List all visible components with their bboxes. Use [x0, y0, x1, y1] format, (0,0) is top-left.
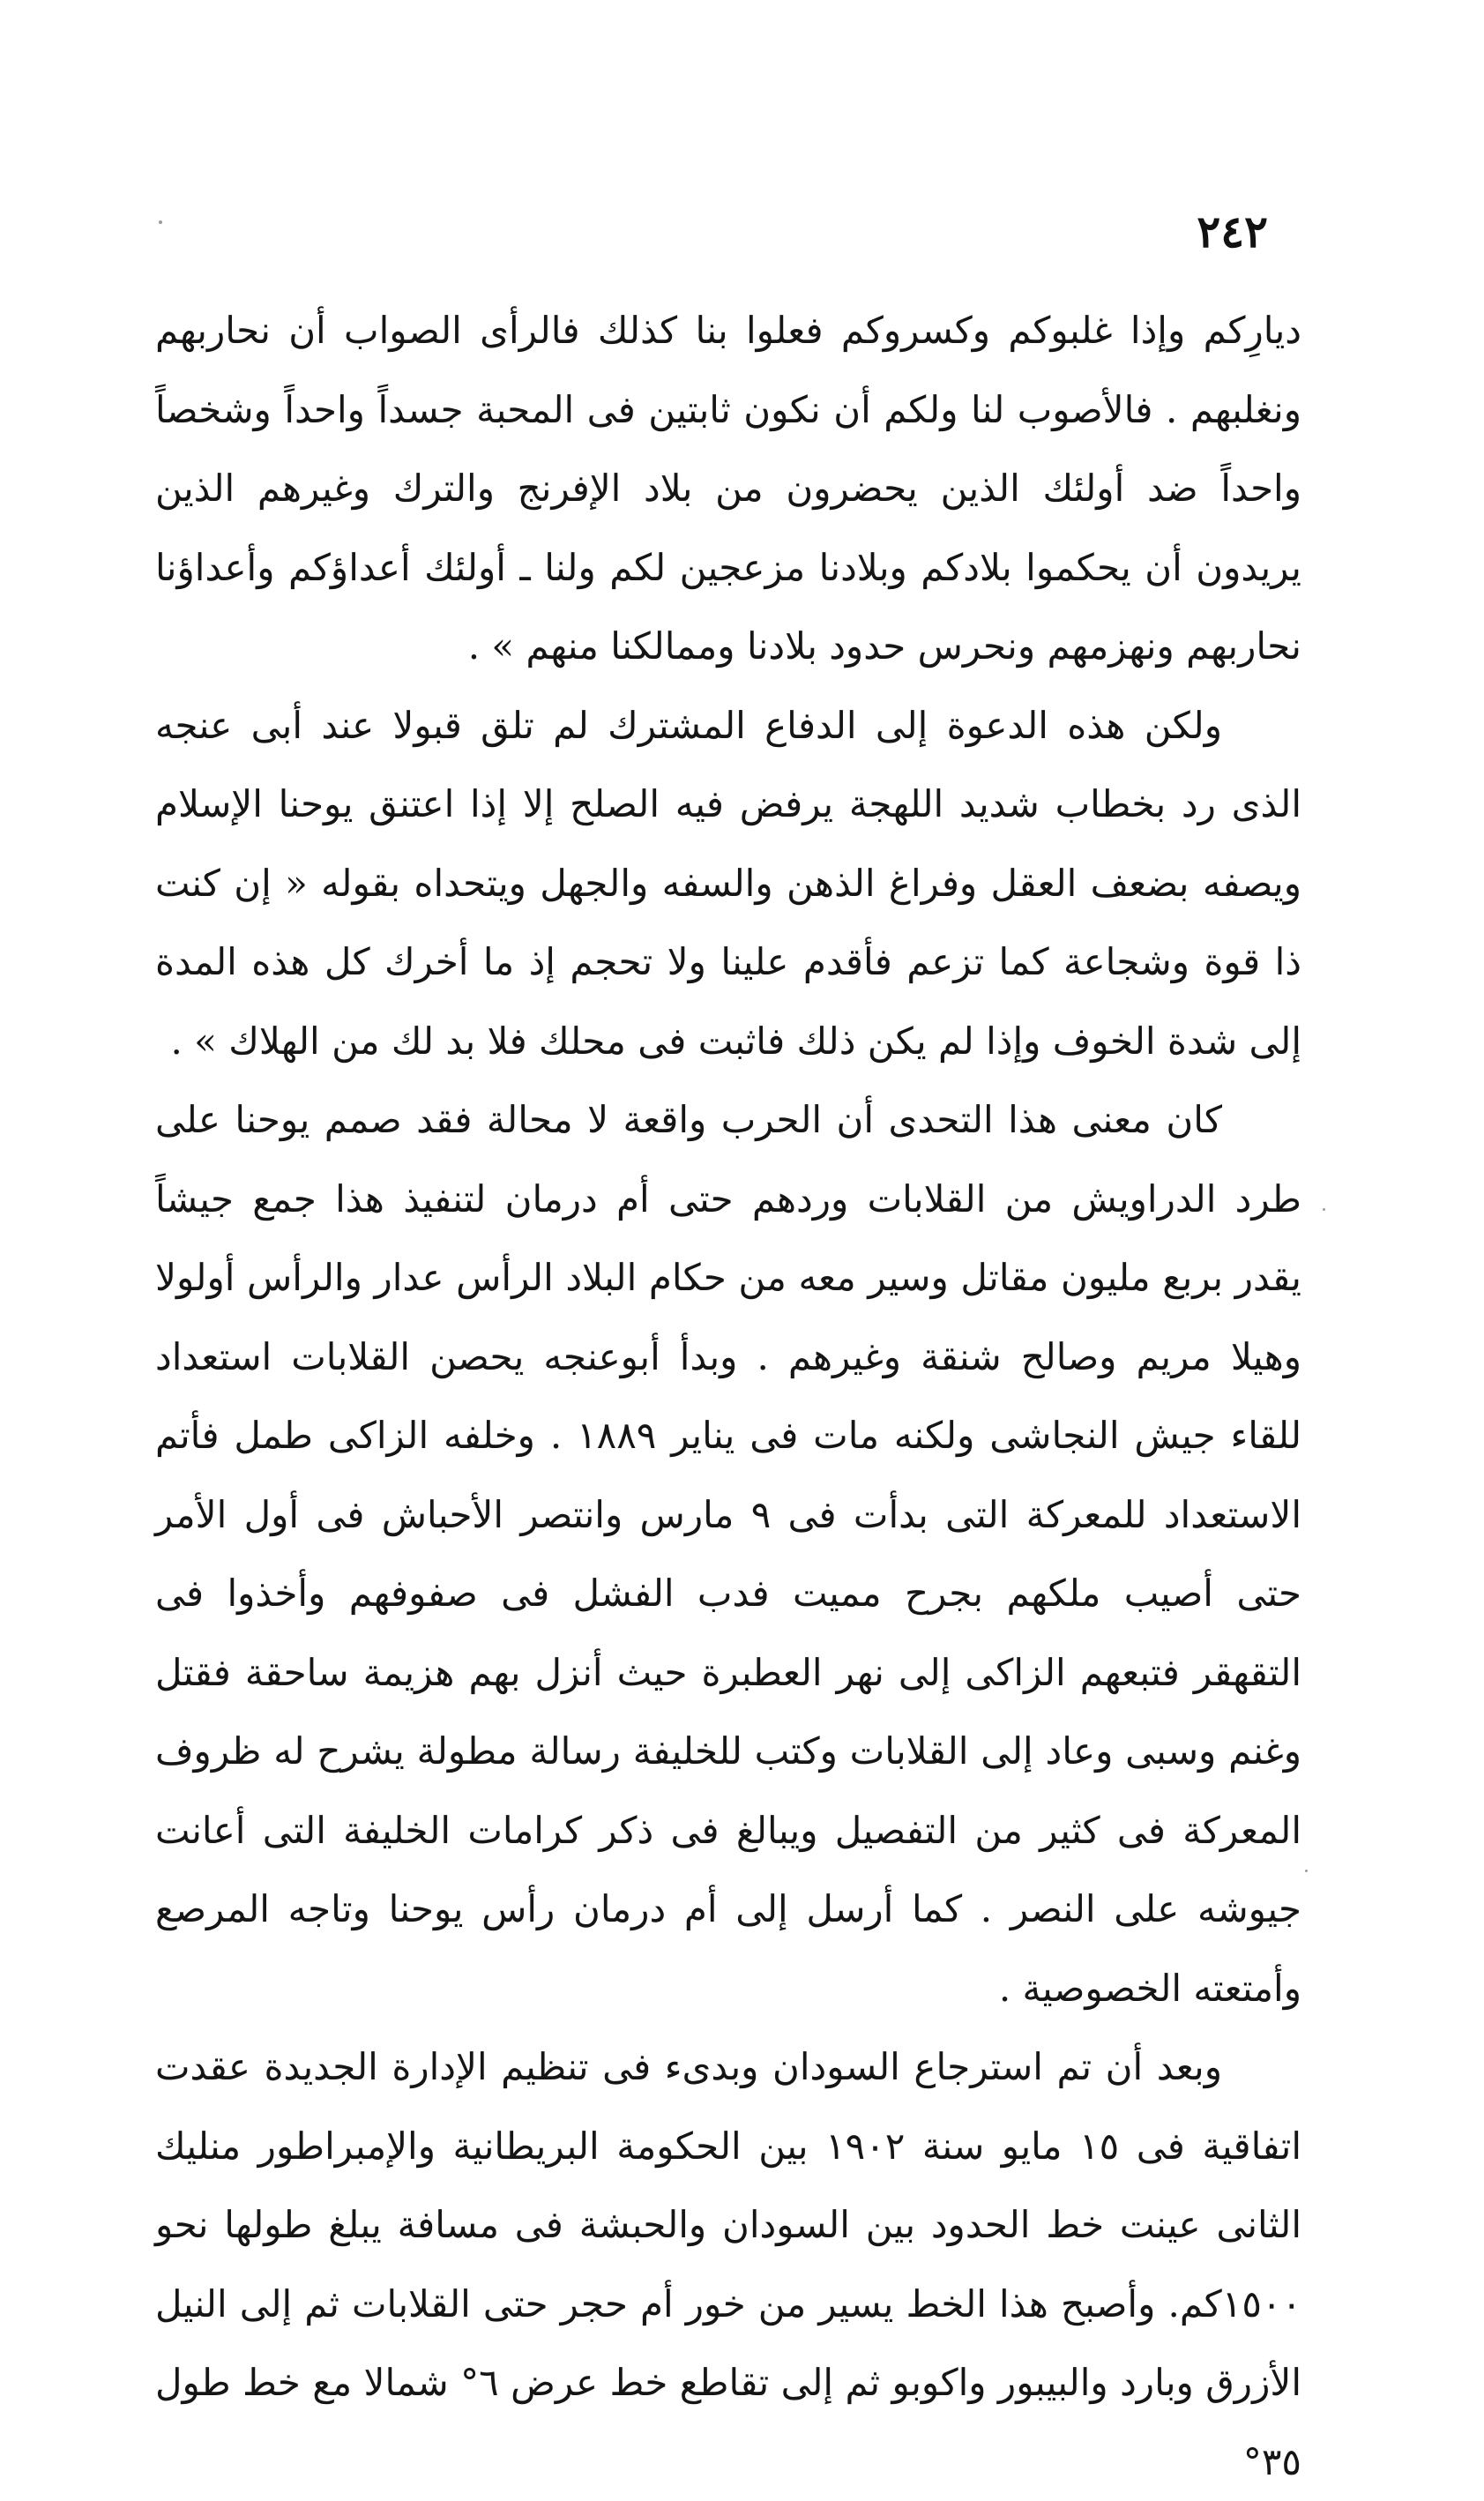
scan-speck — [1323, 1208, 1325, 1211]
paragraph-border-agreement: وبعد أن تم استرجاع السودان وبدىء فى تنظيم الإدارة الجديدة عقدت اتفاقية فى ١٥ مايو سنة ١٩٠٢ بين الحكومة البريطانية والإمبراطور منليك الثانى عينت خط الحدود بين السودان والحبشة فى مسافة يبلغ طولها نحو ١٥٠٠كم. وأصبح هذا الخط يسير من خور أم حجر حتى القلابات ثم إلى النيل الأزرق وبارد والبيبور واكوبو ثم إلى تقاطع خط عرض ٦° شمالا مع خط طول ٣٥° — [155, 2045, 1301, 2483]
page-body — [155, 291, 1301, 2501]
paragraph-letter-ending: ديارِكم وإذا غلبوكم وكسروكم فعلوا بنا كذلك فالرأى الصواب أن نحاربهم ونغلبهم . فالأصوب لنا ولكم أن نكون ثابتين فى المحبة جسداً واحداً وشخصاً واحداً ضد أولئك الذين يحضرون من بلاد الإفرنج والترك وغيرهم الذين يريدون أن يحكموا بلادكم وبلادنا مزعجين لكم ولنا ـ أولئك أعداؤكم وأعداؤنا نحاربهم ونهزمهم ونحرس حدود بلادنا وممالكنا منهم » . — [155, 309, 1301, 668]
paragraph-battle-of-gallabat: كان معنى هذا التحدى أن الحرب واقعة لا محالة فقد صمم يوحنا على طرد الدراويش من القلابات وردهم حتى أم درمان لتنفيذ هذا جمع جيشاً يقدر بربع مليون مقاتل وسير معه من حكام البلاد الرأس عدار والرأس أولولا وهيلا مريم وصالح شنقة وغيرهم . وبدأ أبوعنجه يحصن القلابات استعداد للقاء جيش النجاشى ولكنه مات فى يناير ١٨٨٩ . وخلفه الزاكى طمل فأتم الاستعداد للمعركة التى بدأت فى ٩ مارس وانتصر الأحباش فى أول الأمر حتى أصيب ملكهم بجرح مميت فدب الفشل فى صفوفهم وأخذوا فى التقهقر فتبعهم الزاكى إلى نهر العطبرة حيث أنزل بهم هزيمة ساحقة فقتل وغنم وسبى وعاد إلى القلابات وكتب للخليفة رسالة مطولة يشرح له ظروف المعركة فى كثير من التفصيل ويبالغ فى ذكر كرامات الخليفة التى أعانت جيوشه على النصر . كما أرسل إلى أم درمان رأس يوحنا وتاجه المرصع وأمتعته الخصوصية . — [155, 1098, 1302, 2010]
scan-speck — [1305, 1870, 1308, 1872]
page-number: ٢٤٢ — [1197, 205, 1268, 258]
paragraph-abu-anja-reply: ولكن هذه الدعوة إلى الدفاع المشترك لم تلق قبولا عند أبى عنجه الذى رد بخطاب شديد اللهجة يرفض فيه الصلح إلا إذا اعتنق يوحنا الإسلام ويصفه بضعف العقل وفراغ الذهن والسفه والجهل ويتحداه بقوله « إن كنت ذا قوة وشجاعة كما تزعم فأقدم علينا ولا تحجم إذ ما أخرك كل هذه المدة إلى شدة الخوف وإذا لم يكن ذلك فاثبت فى محلك فلا بد لك من الهلاك » . — [155, 703, 1301, 1063]
scan-speck — [159, 220, 162, 224]
